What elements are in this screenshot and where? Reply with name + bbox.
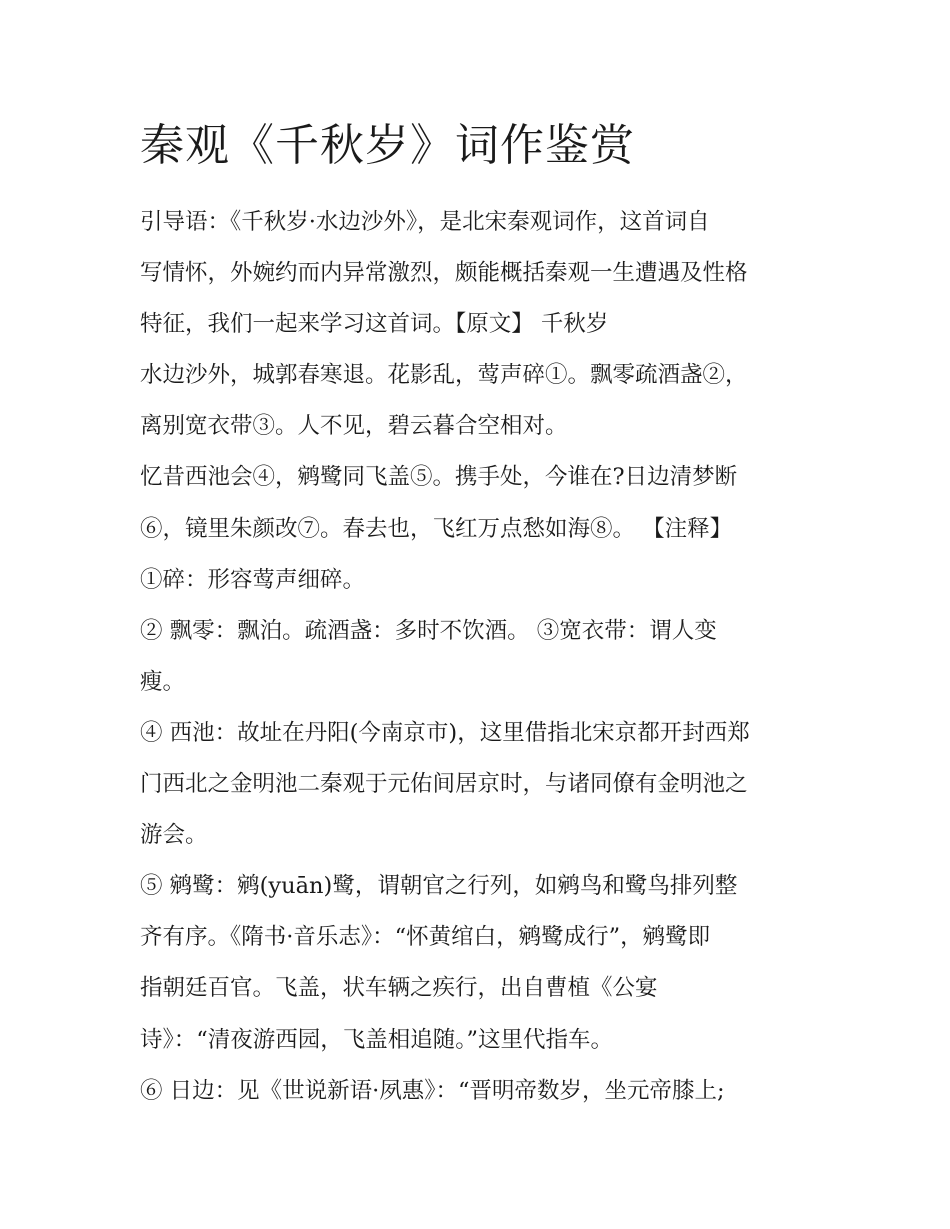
text-line: ⑥，镜里朱颜改⑦。春去也，飞红万点愁如海⑧。 【注释】	[140, 515, 733, 542]
text-line: 水边沙外，城郭春寒退。花影乱，莺声碎①。飘零疏酒盏②，	[140, 362, 748, 389]
text-line: ⑤ 鹓鹭：鹓(yuān)鹭，谓朝官之行列，如鹓鸟和鹭鸟排列整	[140, 873, 738, 900]
text-line: 写情怀，外婉约而内异常激烈，颇能概括秦观一生遭遇及性格	[140, 260, 748, 287]
text-line: 指朝廷百官。飞盖，状车辆之疾行，出自曹植《公宴	[140, 975, 658, 1002]
text-line: ② 飘零：飘泊。疏酒盏：多时不饮酒。 ③宽衣带：谓人变	[140, 617, 717, 644]
text-line: 门西北之金明池二秦观于元佑间居京时，与诸同僚有金明池之	[140, 771, 748, 798]
text-line: 忆昔西池会④，鹓鹭同飞盖⑤。携手处，今谁在?日边清梦断	[140, 464, 738, 491]
text-line: 诗》：“清夜游西园，飞盖相追随。”这里代指车。	[140, 1026, 614, 1053]
text-line: ①碎：形容莺声细碎。	[140, 566, 366, 593]
text-line: 瘦。	[140, 668, 186, 695]
text-line: 游会。	[140, 822, 208, 849]
page-title: 秦观《千秋岁》词作鉴赏	[140, 120, 635, 171]
text-line: ④ 西池：故址在丹阳(今南京市)，这里借指北宋京都开封西郑	[140, 719, 750, 746]
text-line: 特征，我们一起来学习这首词。【原文】 千秋岁	[140, 311, 609, 338]
document-body	[140, 197, 840, 1117]
text-line: 离别宽衣带③。人不见，碧云暮合空相对。	[140, 413, 568, 440]
text-line: 引导语：《千秋岁·水边沙外》，是北宋秦观词作，这首词自	[140, 209, 710, 235]
text-line: ⑥ 日边：见《世说新语·夙惠》：“晋明帝数岁，坐元帝膝上;	[140, 1077, 725, 1104]
text-line: 齐有序。《隋书·音乐志》：“怀黄绾白，鹓鹭成行”，鹓鹭即	[140, 924, 711, 951]
